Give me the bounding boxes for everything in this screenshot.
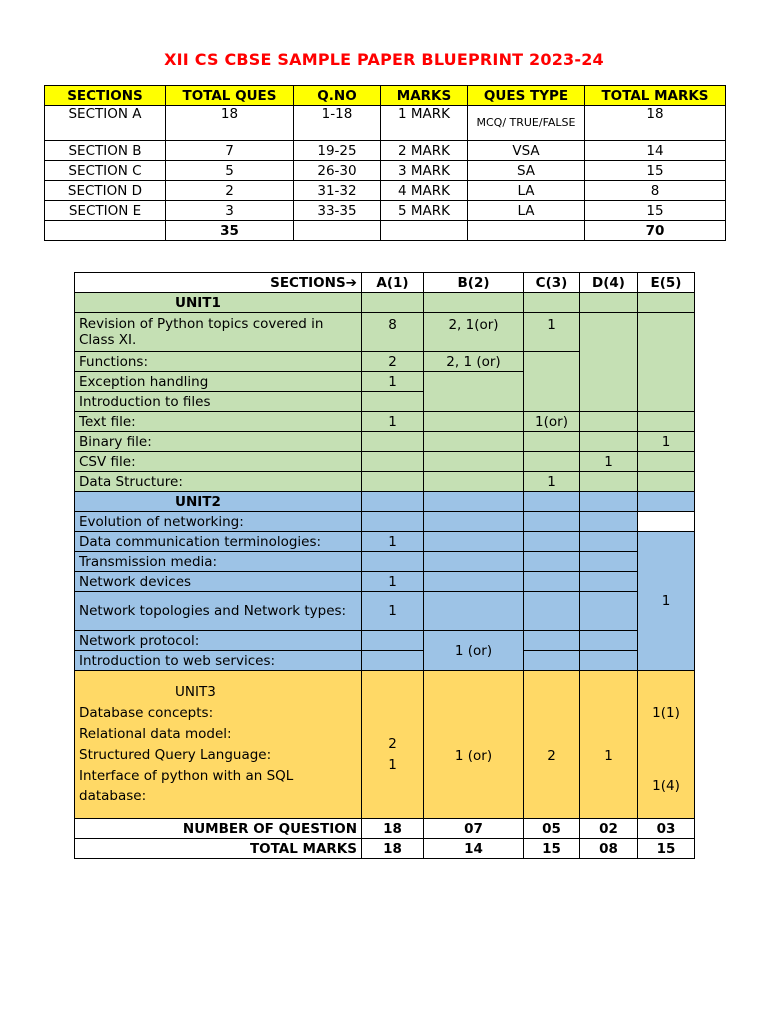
- header-marks: MARKS: [381, 86, 468, 106]
- cell: 2, 1(or): [424, 313, 524, 352]
- header-total-marks: TOTAL MARKS: [585, 86, 726, 106]
- row-label: Functions:: [75, 352, 362, 372]
- row-label: Network devices: [75, 572, 362, 592]
- cell: 08: [580, 839, 638, 859]
- cell: 1 MARK: [381, 106, 468, 141]
- cell: SA: [468, 161, 585, 181]
- header-sections: SECTIONS: [45, 86, 166, 106]
- cell: 05: [524, 819, 580, 839]
- header-ques-type: QUES TYPE: [468, 86, 585, 106]
- table-row: [45, 141, 726, 161]
- unit3-block: [75, 671, 695, 819]
- cell: 8: [585, 181, 726, 201]
- table-row: [45, 201, 726, 221]
- cell: SECTION A: [45, 106, 166, 141]
- cell: 15: [585, 161, 726, 181]
- header-b: B(2): [424, 273, 524, 293]
- cell: 18: [166, 106, 294, 141]
- unit3-labels: [75, 671, 362, 819]
- cell: 07: [424, 819, 524, 839]
- cell: [294, 221, 381, 241]
- unit3-b: 1 (or): [424, 671, 524, 819]
- total-marks-row: [75, 839, 695, 859]
- cell: SECTION D: [45, 181, 166, 201]
- summary-table: [44, 85, 726, 241]
- summary-total-row: [45, 221, 726, 241]
- unit1-title-row: [75, 293, 695, 313]
- table-row: [75, 472, 695, 492]
- cell: 3: [166, 201, 294, 221]
- number-of-question-row: [75, 819, 695, 839]
- cell: [468, 221, 585, 241]
- cell: SECTION B: [45, 141, 166, 161]
- cell: 1: [362, 372, 424, 392]
- cell: 2: [362, 352, 424, 372]
- cell: 1: [524, 472, 580, 492]
- unit3-d: 1: [580, 671, 638, 819]
- table-row: [75, 512, 695, 532]
- cell: 1: [362, 412, 424, 432]
- cell: 8: [362, 313, 424, 352]
- cell: 1(or): [524, 412, 580, 432]
- cell: 15: [638, 839, 695, 859]
- unit2-title-row: [75, 492, 695, 512]
- cell: 5 MARK: [381, 201, 468, 221]
- unit3-e: [638, 671, 695, 819]
- header-sections: SECTIONS➔: [75, 273, 362, 293]
- table-row: [45, 161, 726, 181]
- row-label: TOTAL MARKS: [75, 839, 362, 859]
- row-label: CSV file:: [75, 452, 362, 472]
- table-row: [75, 651, 695, 671]
- cell: 5: [166, 161, 294, 181]
- row-label: Network topologies and Network types:: [75, 592, 362, 631]
- table-row: [75, 432, 695, 452]
- cell: 15: [585, 201, 726, 221]
- header-d: D(4): [580, 273, 638, 293]
- row-label: Evolution of networking:: [75, 512, 362, 532]
- unit3-title: UNIT3: [175, 683, 216, 700]
- row-label: Introduction to web services:: [75, 651, 362, 671]
- row-label: Revision of Python topics covered in Class XI.: [75, 313, 362, 352]
- cell: 18: [362, 819, 424, 839]
- table-row: [45, 106, 726, 141]
- cell: SECTION C: [45, 161, 166, 181]
- cell: 18: [362, 839, 424, 859]
- table-row: [75, 313, 695, 352]
- cell: 19-25: [294, 141, 381, 161]
- table-row: [75, 532, 695, 552]
- cell: 33-35: [294, 201, 381, 221]
- table-row: [75, 592, 695, 631]
- cell: 2, 1 (or): [424, 352, 524, 372]
- row-label: Introduction to files: [75, 392, 362, 412]
- blueprint-table: [74, 272, 695, 859]
- row-label: Database concepts:: [79, 704, 214, 721]
- summary-header-row: [45, 86, 726, 106]
- row-label: Data communication terminologies:: [75, 532, 362, 552]
- cell: 14: [424, 839, 524, 859]
- header-qno: Q.NO: [294, 86, 381, 106]
- cell: 1: [524, 313, 580, 352]
- unit3-a: [362, 671, 424, 819]
- cell: 2: [388, 736, 397, 752]
- cell: 7: [166, 141, 294, 161]
- blueprint-header-row: [75, 273, 695, 293]
- cell: 1: [362, 592, 424, 631]
- row-label: NUMBER OF QUESTION: [75, 819, 362, 839]
- table-row: [75, 572, 695, 592]
- cell: 03: [638, 819, 695, 839]
- table-row: [75, 631, 695, 651]
- cell: 1(1): [652, 704, 680, 721]
- cell: 26-30: [294, 161, 381, 181]
- header-a: A(1): [362, 273, 424, 293]
- row-label: Interface of python with an SQL database:: [79, 767, 294, 804]
- cell: 1: [388, 757, 397, 773]
- cell: 3 MARK: [381, 161, 468, 181]
- unit2-title: UNIT2: [75, 492, 362, 512]
- row-label: Network protocol:: [75, 631, 362, 651]
- cell: LA: [468, 181, 585, 201]
- row-label: Structured Query Language:: [79, 746, 272, 763]
- cell: 1: [362, 572, 424, 592]
- row-label: Data Structure:: [75, 472, 362, 492]
- cell: 2 MARK: [381, 141, 468, 161]
- cell: 4 MARK: [381, 181, 468, 201]
- total-questions: 35: [166, 221, 294, 241]
- cell: MCQ/ TRUE/FALSE: [468, 106, 585, 141]
- row-label: Binary file:: [75, 432, 362, 452]
- cell: 1: [638, 432, 695, 452]
- header-e: E(5): [638, 273, 695, 293]
- cell: 02: [580, 819, 638, 839]
- cell: 1 (or): [424, 631, 524, 671]
- row-label: Exception handling: [75, 372, 362, 392]
- row-label: Text file:: [75, 412, 362, 432]
- cell: 1(4): [652, 777, 680, 794]
- cell: 14: [585, 141, 726, 161]
- total-marks: 70: [585, 221, 726, 241]
- page-title: XII CS CBSE SAMPLE PAPER BLUEPRINT 2023-24: [164, 50, 604, 69]
- header-c: C(3): [524, 273, 580, 293]
- header-total-ques: TOTAL QUES: [166, 86, 294, 106]
- row-label: Transmission media:: [75, 552, 362, 572]
- cell: 1: [362, 532, 424, 552]
- unit1-title: UNIT1: [75, 293, 362, 313]
- cell: 1-18: [294, 106, 381, 141]
- table-row: [75, 552, 695, 572]
- row-label: Relational data model:: [79, 725, 232, 742]
- cell: 15: [524, 839, 580, 859]
- cell: LA: [468, 201, 585, 221]
- cell: [45, 221, 166, 241]
- cell: 31-32: [294, 181, 381, 201]
- cell: 18: [585, 106, 726, 141]
- table-row: [75, 452, 695, 472]
- cell: [381, 221, 468, 241]
- cell: VSA: [468, 141, 585, 161]
- cell: 2: [166, 181, 294, 201]
- unit3-c: 2: [524, 671, 580, 819]
- unit2-e-merged: 1: [638, 532, 695, 671]
- table-row: [75, 412, 695, 432]
- cell: SECTION E: [45, 201, 166, 221]
- table-row: [45, 181, 726, 201]
- cell: 1: [580, 452, 638, 472]
